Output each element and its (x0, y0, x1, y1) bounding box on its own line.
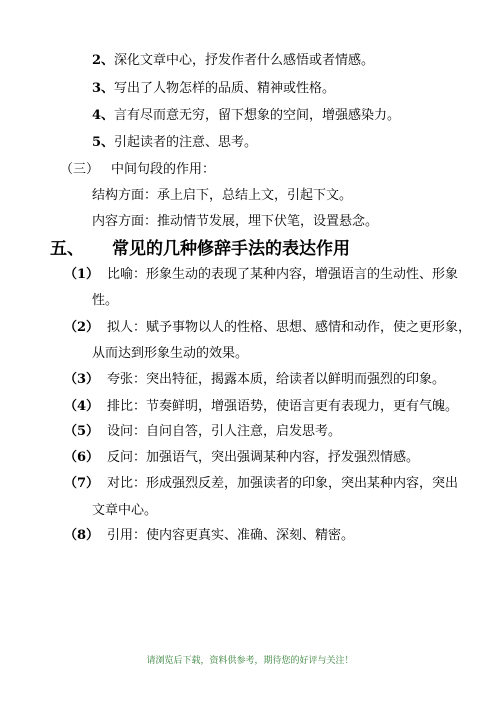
section-title: 常见的几种修辞手法的表达作用 (112, 239, 350, 259)
rhetoric-item-4 (64, 398, 458, 416)
item-text: 深化文章中心，抒发作者什么感悟或者情感。 (114, 53, 375, 68)
item-number: （1） (64, 267, 100, 282)
rhetoric-item-7-cont: 文章中心。 (92, 503, 158, 518)
rhetoric-item-3 (64, 371, 445, 389)
item-number: 5、 (92, 135, 115, 150)
item-text: 引起读者的注意、思考。 (114, 135, 258, 150)
list-item-5 (92, 134, 257, 152)
list-item-2 (92, 52, 374, 70)
subsection-number: （三） (60, 162, 100, 177)
item-text: 引用：使内容更真实、准确、深刻、精密。 (107, 528, 355, 543)
item-text: 夸张：突出特征，揭露本质，给读者以鲜明而强烈的印象。 (107, 372, 446, 387)
list-item-3 (92, 80, 335, 98)
subsection-title: 中间句段的作用： (111, 162, 216, 177)
rhetoric-item-7 (64, 475, 458, 493)
subsection-heading (60, 161, 215, 179)
item-text: 排比：节奏鲜明，增强语势，使语言更有表现力，更有气魄。 (107, 399, 459, 414)
item-text: 对比：形成强烈反差，加强读者的印象，突出某种内容，突出 (107, 476, 459, 491)
rhetoric-item-8 (64, 527, 354, 545)
item-number: 2、 (92, 53, 115, 68)
item-text: 设问：自问自答，引人注意，启发思考。 (107, 424, 342, 439)
rhetoric-item-2 (64, 319, 471, 337)
rhetoric-item-1 (64, 266, 458, 284)
item-number: （3） (64, 372, 100, 387)
item-number: （7） (64, 476, 100, 491)
content-line: 内容方面：推动情节发展，埋下伏笔，设置悬念。 (92, 214, 379, 229)
item-text: 写出了人物怎样的品质、精神或性格。 (114, 81, 336, 96)
item-number: （2） (64, 320, 100, 335)
rhetoric-item-2-cont: 从而达到形象生动的效果。 (92, 346, 249, 361)
rhetoric-item-5 (64, 423, 341, 441)
item-number: （4） (64, 399, 100, 414)
item-number: （6） (64, 450, 100, 465)
section-heading (50, 238, 350, 260)
list-item-4 (92, 107, 400, 125)
page-footer: 请浏览后下载，资料供参考，期待您的好评与关注！ (146, 656, 354, 666)
item-text: 拟人：赋予事物以人的性格、思想、感情和动作，使之更形象， (107, 320, 472, 335)
item-text: 反问：加强语气，突出强调某种内容，抒发强烈情感。 (107, 450, 420, 465)
item-number: （5） (64, 424, 100, 439)
item-text: 比喻：形象生动的表现了某种内容，增强语言的生动性、形象 (107, 267, 459, 282)
structure-line: 结构方面：承上启下，总结上文，引起下文。 (92, 188, 353, 203)
rhetoric-item-6 (64, 449, 419, 467)
item-number: （8） (64, 528, 100, 543)
section-number: 五、 (50, 239, 84, 259)
item-number: 3、 (92, 81, 115, 96)
rhetoric-item-1-cont: 性。 (92, 293, 119, 308)
item-text: 言有尽而意无穷，留下想象的空间，增强感染力。 (114, 108, 401, 123)
item-number: 4、 (92, 108, 115, 123)
